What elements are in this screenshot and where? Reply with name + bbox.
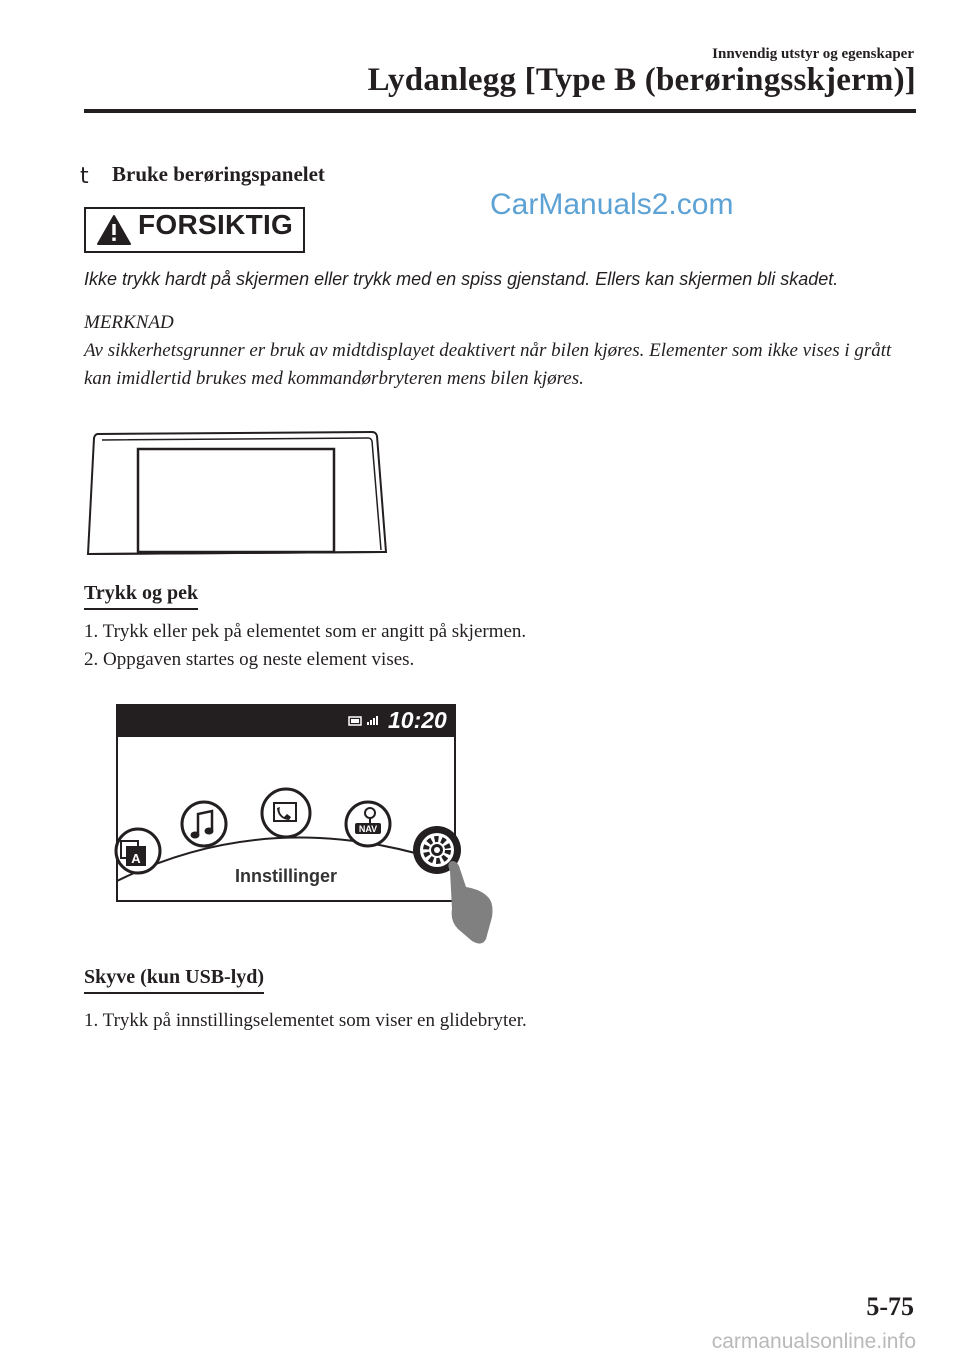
navigation-icon <box>346 802 390 846</box>
touch-heading: Trykk og pek <box>84 582 198 610</box>
slide-step-1: 1. Trykk på innstillingselementet som viser en glidebryter. <box>84 1010 527 1031</box>
page-number: 5-75 <box>866 1292 914 1321</box>
note-heading: MERKNAD <box>84 312 174 333</box>
watermark: CarManuals2.com <box>490 188 734 221</box>
warning-triangle-icon <box>96 214 132 246</box>
home-screen-illustration <box>114 703 499 953</box>
status-clock: 10:20 <box>388 707 447 733</box>
applications-icon <box>116 829 160 873</box>
nav-badge: NAV <box>358 824 378 834</box>
subsection-bullet: t <box>80 164 89 189</box>
touch-step-2: 2. Oppgaven startes og neste element vises. <box>84 649 415 670</box>
pointing-finger-icon <box>448 861 492 944</box>
footer-site: carmanualsonline.info <box>711 1330 916 1353</box>
music-icon <box>182 802 226 846</box>
chapter-title: Innvendig utstyr og egenskaper <box>712 46 914 62</box>
caution-label: FORSIKTIG <box>138 209 294 240</box>
phone-icon <box>262 789 310 837</box>
header-rule <box>84 109 916 113</box>
apps-badge: A <box>131 851 141 866</box>
center-display-illustration <box>84 428 394 563</box>
subsection-title: Bruke berøringspanelet <box>112 162 325 186</box>
selected-item-label: Innstillinger <box>234 866 337 886</box>
section-title: Lydanlegg [Type B (berøringsskjerm)] <box>367 62 916 98</box>
slide-heading: Skyve (kun USB-lyd) <box>84 966 264 994</box>
caution-text: Ikke trykk hardt på skjermen eller trykk med en spiss gjenstand. Ellers kan skjermen bli skadet. <box>84 269 839 289</box>
touch-step-1: 1. Trykk eller pek på elementet som er angitt på skjermen. <box>84 621 527 642</box>
note-text: Av sikkerhetsgrunner er bruk av midtdisplayet deaktivert når bilen kjøres. Elementer som ikke vises i grått kan imidlertid brukes med kommandørbryteren mens bilen kjøres. <box>84 340 892 389</box>
